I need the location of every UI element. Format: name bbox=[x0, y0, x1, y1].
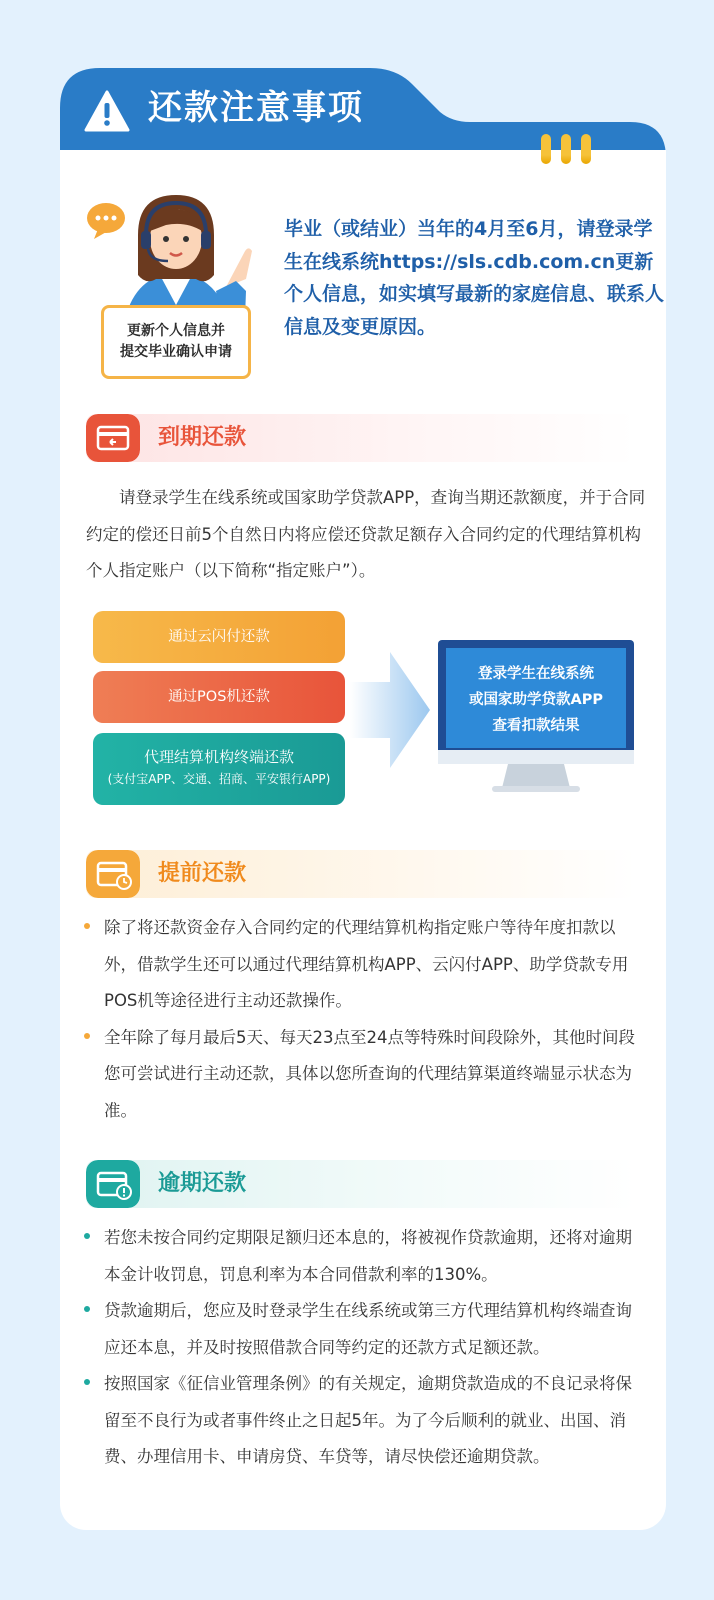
monitor-line-2: 或国家助学贷款APP bbox=[469, 692, 603, 708]
overdue-bullet-3: 按照国家《征信业管理条例》的有关规定，逾期贷款造成的不良记录将保留至不良行为或者事件终止之日起5年。为了今后顺利的就业、出国、消费、办理信用卡、申请房贷、车贷等，请尽快偿还逾期贷款。 bbox=[104, 1374, 632, 1466]
card-alert-icon bbox=[86, 1160, 140, 1208]
agent-caption-box bbox=[101, 305, 251, 379]
list-item bbox=[84, 1366, 644, 1476]
bullet-dot bbox=[84, 1379, 90, 1385]
monitor-text bbox=[448, 661, 624, 739]
overdue-bullet-2: 贷款逾期后，您应及时登录学生在线系统或第三方代理结算机构终端查询应还本息，并及时按照借款合同等约定的还款方式足额还款。 bbox=[104, 1301, 632, 1357]
method-agent-terminal-button bbox=[93, 733, 345, 805]
early-bullets bbox=[84, 910, 644, 1129]
page-title: 还款注意事项 bbox=[148, 88, 364, 128]
intro-text: 毕业（或结业）当年的4月至6月，请登录学生在线系统https://sls.cdb.com.cn更新个人信息，如实填写最新的家庭信息、联系人信息及变更原因。 bbox=[284, 218, 665, 338]
bullet-dot bbox=[84, 923, 90, 929]
early-bullet-2: 全年除了每月最后5天、每天23点至24点等特殊时间段除外，其他时间段您可尝试进行主动还款，具体以您所查询的代理结算渠道终端显示状态为准。 bbox=[104, 1027, 635, 1120]
card-clock-icon bbox=[86, 850, 140, 898]
list-item bbox=[84, 1293, 644, 1366]
method-unionpay-button: 通过云闪付还款 bbox=[93, 611, 345, 663]
overdue-section-title: 逾期还款 bbox=[158, 1171, 247, 1196]
overdue-bullets bbox=[84, 1220, 644, 1476]
early-section-title: 提前还款 bbox=[158, 861, 247, 886]
card-return-icon bbox=[86, 414, 140, 462]
agent-caption-line1: 更新个人信息并 bbox=[127, 323, 225, 339]
method-agent-terminal-label: 代理结算机构终端还款 bbox=[143, 748, 294, 766]
early-bullet-1: 除了将还款资金存入合同约定的代理结算机构指定账户等待年度扣款以外，借款学生还可以通过代理结算机构APP、云闪付APP、助学贷款专用POS机等途径进行主动还款操作。 bbox=[104, 918, 629, 1010]
monitor-line-3: 查看扣款结果 bbox=[492, 718, 580, 734]
warning-triangle-icon bbox=[84, 90, 130, 132]
agent-caption-line2: 提交毕业确认申请 bbox=[120, 344, 232, 360]
list-item bbox=[84, 1020, 644, 1130]
overdue-bullet-1: 若您未按合同约定期限足额归还本息的，将被视作贷款逾期，还将对逾期本金计收罚息，罚息利率为本合同借款利率的130%。 bbox=[104, 1228, 632, 1284]
monitor-line-1: 登录学生在线系统 bbox=[478, 666, 594, 682]
bullet-dot bbox=[84, 1233, 90, 1239]
due-section-text: 请登录学生在线系统或国家助学贷款APP，查询当期还款额度，并于合同约定的偿还日前5个自然日内将应偿还贷款足额存入合同约定的代理结算机构个人指定账户（以下简称“指定账户”）。 bbox=[86, 488, 646, 580]
bullet-dot bbox=[84, 1033, 90, 1039]
method-pos-button: 通过POS机还款 bbox=[93, 671, 345, 723]
arrow-right-icon bbox=[350, 652, 430, 768]
list-item bbox=[84, 910, 644, 1020]
list-item bbox=[84, 1220, 644, 1293]
bullet-dot bbox=[84, 1306, 90, 1312]
method-agent-terminal-sub: (支付宝APP、交通、招商、平安银行APP) bbox=[107, 772, 331, 786]
due-section-title: 到期还款 bbox=[158, 425, 247, 450]
